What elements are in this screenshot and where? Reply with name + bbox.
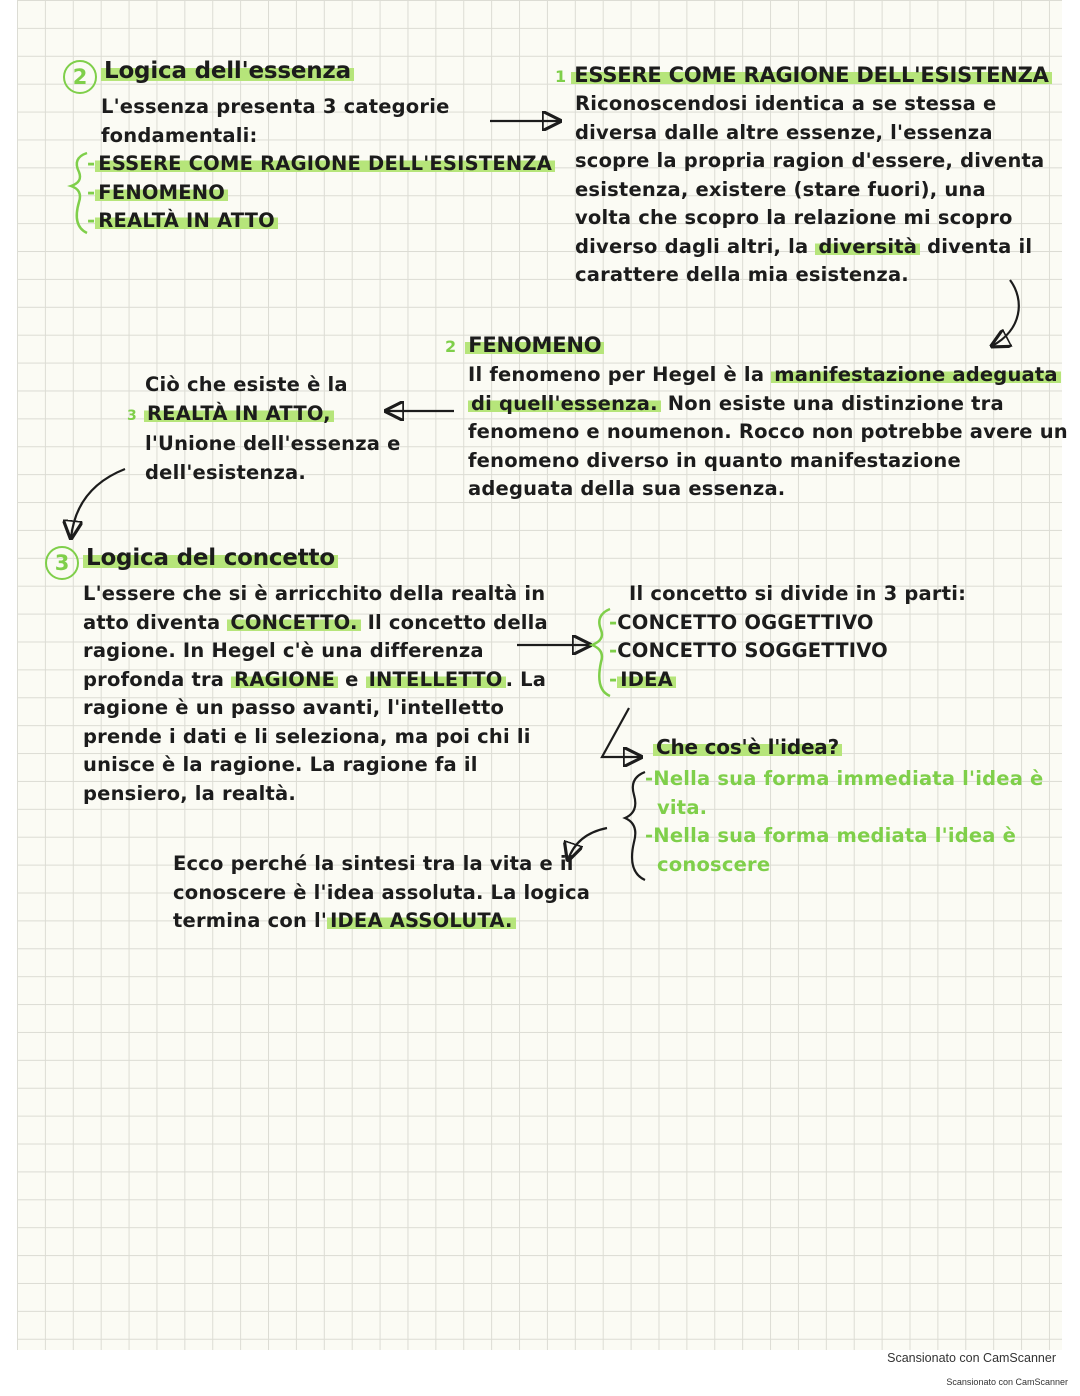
conclusione-text: Ecco perché la sintesi tra la vita e il conoscere è l'idea assoluta. La logica termina con l' IDEA ASSOLUTA. xyxy=(173,852,591,932)
arrow-realta-to-concetto xyxy=(71,469,125,538)
section-title-essenza: Logica dell'essenza xyxy=(101,58,354,84)
essenza-intro: L'essenza presenta 3 categorie fondamentali: xyxy=(101,95,450,147)
realta-text: Ciò che esiste è la 3 REALTÀ IN ATTO, l'Unione dell'essenza e dell'esistenza. xyxy=(127,373,401,484)
essere-box-title-row: 1 ESSERE COME RAGIONE DELL'ESISTENZA xyxy=(555,63,1052,87)
arrow-essere-to-fenomeno xyxy=(992,280,1019,346)
brace-idea-answers xyxy=(625,772,645,880)
camscanner-watermark-small: Scansionato con CamScanner xyxy=(946,1377,1068,1387)
list-item: - IDEA xyxy=(609,666,966,695)
list-item: -Nella sua forma mediata l'idea è xyxy=(645,824,1017,847)
arrow-idea-to-question xyxy=(602,708,641,757)
annotation-arrows xyxy=(17,0,1062,1350)
camscanner-watermark: Scansionato con CamScanner xyxy=(887,1351,1056,1365)
list-item: -CONCETTO OGGETTIVO xyxy=(609,610,874,634)
arrow-to-conclusione xyxy=(568,828,607,860)
idea-answers: -Nella sua forma immediata l'idea è vita. -Nella sua forma mediata l'idea è conoscere xyxy=(645,767,1044,876)
section-number-circle: 2 xyxy=(63,60,97,94)
section-title-concetto: Logica del concetto xyxy=(83,545,338,571)
fenomeno-text: Il fenomeno per Hegel è la manifestazione adeguata di quell'essenza. Non esiste una distinzione tra fenomeno e noumenon. Rocco non potrebbe avere un fenomeno diverso in quanto manifestazione adeguata della sua essenza. xyxy=(468,363,1068,500)
notebook-page xyxy=(17,0,1068,1350)
concetto-text: L'essere che si è arricchito della realtà in atto diventa CONCETTO. Il concetto della ragione. In Hegel c'è una differenza profonda tra RAGIONE e INTELLETTO . La ragione è un passo avanti, l'intelletto prende i dati e li seleziona, ma poi chi li unisce è la ragione. La ragione fa il pensiero, la realtà. xyxy=(83,582,548,805)
concetto-parts: Il concetto si divide in 3 parti: -CONCETTO OGGETTIVO -CONCETTO SOGGETTIVO - IDEA xyxy=(609,580,966,694)
list-item: -CONCETTO SOGGETTIVO xyxy=(609,639,888,662)
section-number-circle: 3 xyxy=(45,546,79,580)
fenomeno-title-row: 2 FENOMENO xyxy=(445,333,604,357)
list-item: - ESSERE COME RAGIONE DELL'ESISTENZA xyxy=(87,150,555,179)
list-item: - REALTÀ IN ATTO xyxy=(87,207,555,236)
essere-box-text: Riconoscendosi identica a se stessa e diversa dalle altre essenze, l'essenza scopre la propria ragion d'essere, diventa esistenza, existere (stare fuori), una volta che scopro la relazione mi scopro diverso dagli altri, la diversità diventa il carattere della mia esistenza. xyxy=(575,92,1045,286)
list-item: -Nella sua forma immediata l'idea è xyxy=(645,767,1044,790)
brace-concetto-parts xyxy=(592,609,610,696)
brace-essenza-categories xyxy=(71,153,87,233)
list-item: - FENOMENO xyxy=(87,179,555,208)
idea-question-title: Che cos'è l'idea? xyxy=(653,735,842,759)
